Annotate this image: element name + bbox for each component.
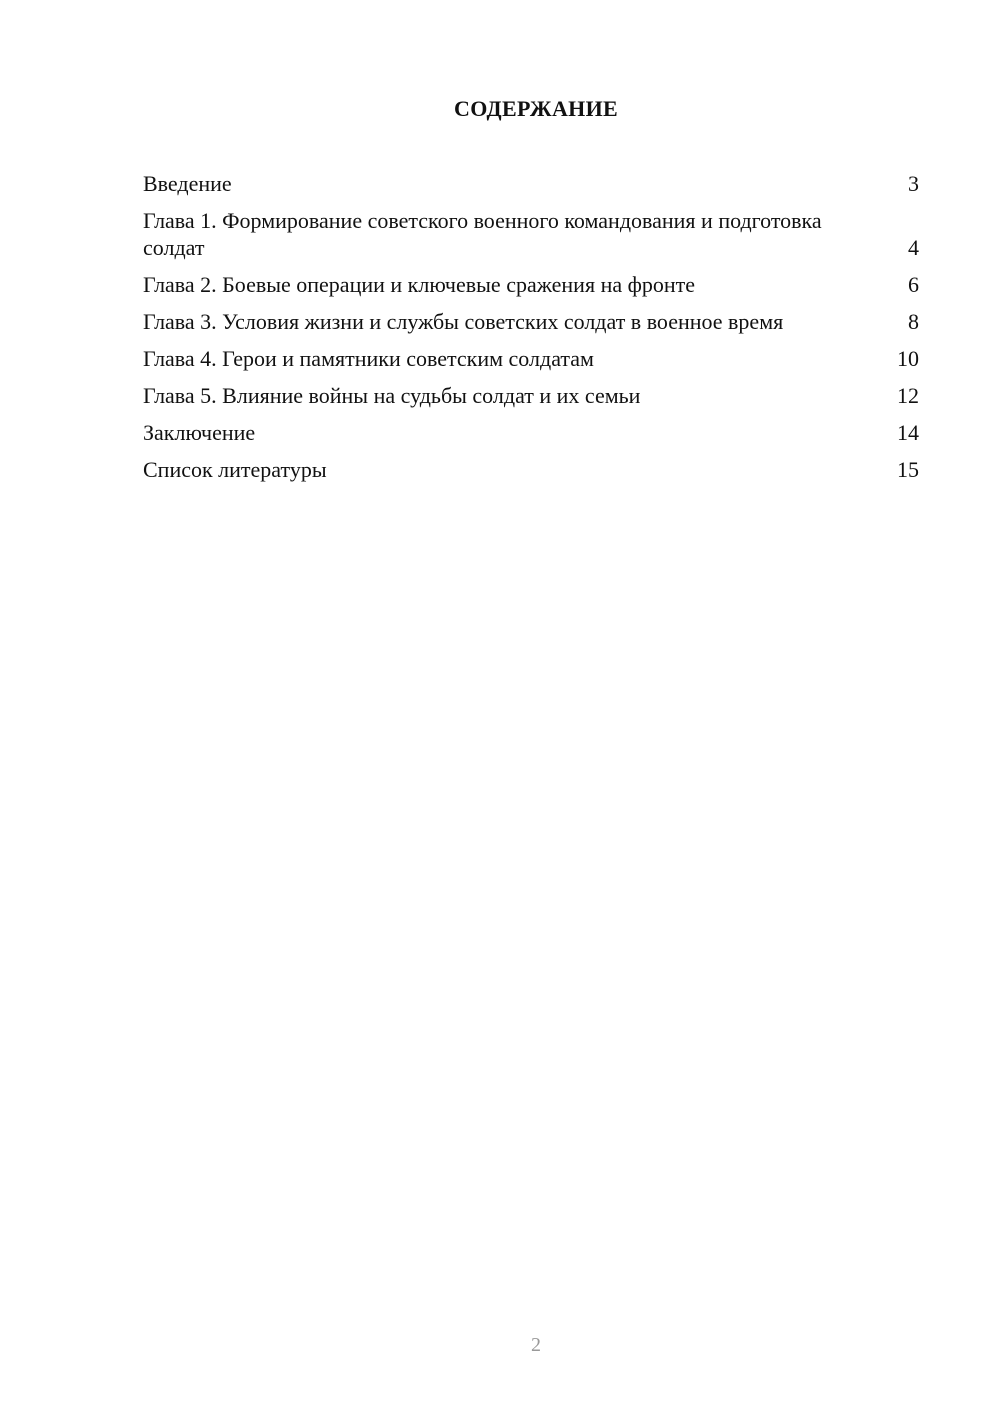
- toc-entry-text: Глава 2. Боевые операции и ключевые сражения на фронте: [143, 272, 696, 297]
- toc-entry-conclusion: [143, 419, 919, 446]
- toc-entry-chapter-1: [143, 207, 919, 261]
- toc-entry-page: 3: [908, 171, 919, 196]
- toc-entry-chapter-2: [143, 271, 919, 298]
- toc-entry-page: 15: [897, 457, 919, 482]
- toc-entry-page: 8: [908, 309, 919, 334]
- toc-entry-page: 14: [897, 420, 919, 445]
- toc-entry-page: 12: [897, 383, 919, 408]
- toc-entry-page: 4: [908, 235, 919, 260]
- table-of-contents: [143, 170, 919, 493]
- toc-entry-text: Глава 1. Формирование советского военного командования и подготовка солдат: [143, 208, 822, 260]
- toc-entry-bibliography: [143, 456, 919, 483]
- toc-entry-text: Глава 3. Условия жизни и службы советских солдат в военное время: [143, 309, 784, 334]
- toc-entry-text: Глава 4. Герои и памятники советским солдатам: [143, 346, 594, 371]
- toc-entry-introduction: [143, 170, 919, 197]
- toc-entry-page: 6: [908, 272, 919, 297]
- toc-entry-text: Заключение: [143, 420, 256, 445]
- toc-entry-chapter-5: [143, 382, 919, 409]
- toc-entry-text: Глава 5. Влияние войны на судьбы солдат и их семьи: [143, 383, 641, 408]
- toc-entry-page: 10: [897, 346, 919, 371]
- page-number: 2: [531, 1334, 541, 1356]
- toc-entry-chapter-4: [143, 345, 919, 372]
- toc-entry-text: Введение: [143, 171, 232, 196]
- toc-entry-text: Список литературы: [143, 457, 327, 482]
- page-title: СОДЕРЖАНИЕ: [454, 96, 618, 121]
- toc-entry-chapter-3: [143, 308, 919, 335]
